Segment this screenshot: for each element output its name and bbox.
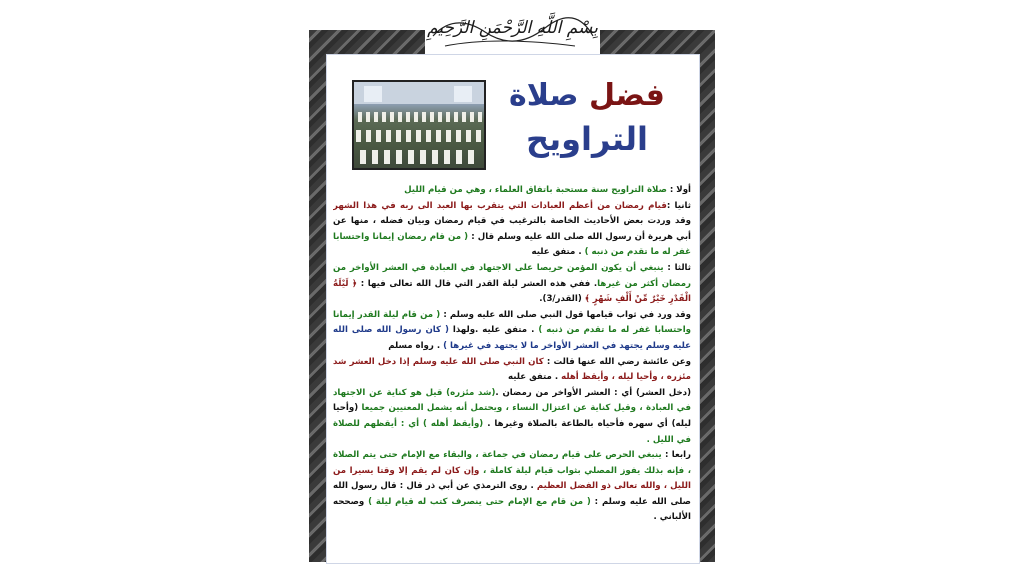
p2-text: قيام رمضان من أعظم العبادات التي يتقرب بها العبد الى ربه في هذا الشهر xyxy=(333,200,667,211)
p7-text: ينبغي الحرص على قيام رمضان في جماعة ، والبقاء مع الإمام حتى يتم الصلاة ، فإنه بذلك يفوز المصلي بثواب قيام ليلة كاملة ، xyxy=(333,450,691,476)
paragraph-6 xyxy=(333,386,691,448)
p7-label: رابعا : xyxy=(661,450,691,461)
p3-text-2: . ففي هذه العشر ليلة القدر التي قال الله تعالى فيها : xyxy=(357,278,598,289)
p7-text-2: وإن كان لم يقم إلا وقتا يسيرا من الليل ، والله تعالى ذو الفضل العظيم xyxy=(333,465,691,492)
title-word-2: صلاة xyxy=(509,78,579,113)
p3-label: ثالثا : xyxy=(663,262,691,273)
p7-source: وصححه الألباني . xyxy=(333,496,691,523)
p2-label: ثانيا : xyxy=(666,200,691,211)
title-word-1: فضل xyxy=(588,78,665,113)
article-body xyxy=(333,183,691,559)
p4-hadith-2: ( كان رسول الله صلى الله عليه وسلم يجتهد في العشر الأواخر ما لا يجتهد في غيرها ) xyxy=(333,325,691,351)
p6-text-3: (وأحيا ليله) أي سهره فأحياه بالطاعة بالصلاة وغيرها . xyxy=(333,403,691,429)
bismillah-text: بِسْمِ اللَّهِ الرَّحْمَنِ الرَّحِيمِ xyxy=(427,18,598,38)
title-line-2: التراويح xyxy=(526,120,648,158)
p3-text: ينبغي أن يكون المؤمن حريصا على الاجتهاد في العبادة في العشر الأواخر من رمضان أكثر من غيرها xyxy=(333,262,691,289)
paragraph-3 xyxy=(333,261,691,308)
p4-hadith: ( من قام ليلة القدر إيمانا واحتسابا غفر له ما تقدم من ذنبه ) xyxy=(333,309,691,336)
p7-text-3: . روى الترمذي عن أبي ذر قال : قال رسول الله صلى الله عليه وسلم : xyxy=(333,481,691,507)
paragraph-7 xyxy=(333,448,691,526)
p2-text-2: وقد وردت بعض الأحاديث الخاصة بالترغيب في قيام رمضان وبيان فضله ، منها عن أبي هريرة أن رسول الله صلى الله عليه وسلم قال : xyxy=(333,216,691,242)
p6-text-2: (شد مئزره) قيل هو كناية عن الاجتهاد في العبادة ، وقيل كناية عن اعتزال النساء ، ويحتمل أنه يشمل المعنيين جميعا xyxy=(333,387,691,414)
p5-source: . متفق عليه xyxy=(508,372,562,383)
paragraph-2 xyxy=(333,199,691,261)
p6-text: (دخل العشر) أي : العشر الأواخر من رمضان . xyxy=(495,387,691,398)
p1-label: أولا : xyxy=(666,185,691,195)
p2-source: . متفق عليه xyxy=(531,247,585,258)
p5-hadith: كان النبي صلى الله عليه وسلم إذا دخل العشر شد مئزره ، وأحيا ليله ، وأيقظ أهله xyxy=(333,356,691,383)
p6-text-4: (وأيقظ أهله ) أي : أيقظهم للصلاة في الليل . xyxy=(333,418,691,445)
p2-hadith: ( من قام رمضان إيمانا واحتسابا غفر له ما تقدم من ذنبه ) xyxy=(333,231,691,258)
worshippers-image-icon xyxy=(354,82,484,168)
p4-text: وقد ورد في ثواب قيامها قول النبي صلى الله عليه وسلم : xyxy=(440,309,691,320)
p1-text: صلاة التراويح سنة مستحبة باتفاق العلماء ، وهي من قيام الليل xyxy=(404,185,667,195)
paragraph-1 xyxy=(333,183,691,199)
bismillah-calligraphy xyxy=(425,6,600,54)
paragraph-5 xyxy=(333,355,691,386)
page-title xyxy=(492,76,682,172)
p5-text: وعن عائشة رضي الله عنها قالت : xyxy=(543,356,691,367)
p3-verse: ﴿ لَيْلَةُ الْقَدْرِ خَيْرٌ مِّنْ أَلْفِ شَهْرٍ ﴾ xyxy=(333,278,691,305)
prayer-photo xyxy=(352,80,486,170)
p4-source: . رواه مسلم xyxy=(388,340,444,351)
p4-text-2: . متفق عليه .ولهذا xyxy=(448,325,539,336)
paragraph-4 xyxy=(333,308,691,355)
p7-hadith: ( من قام مع الإمام حتى ينصرف كتب له قيام ليلة ) xyxy=(368,496,591,507)
p3-verse-ref: (القدر/3). xyxy=(539,294,585,305)
